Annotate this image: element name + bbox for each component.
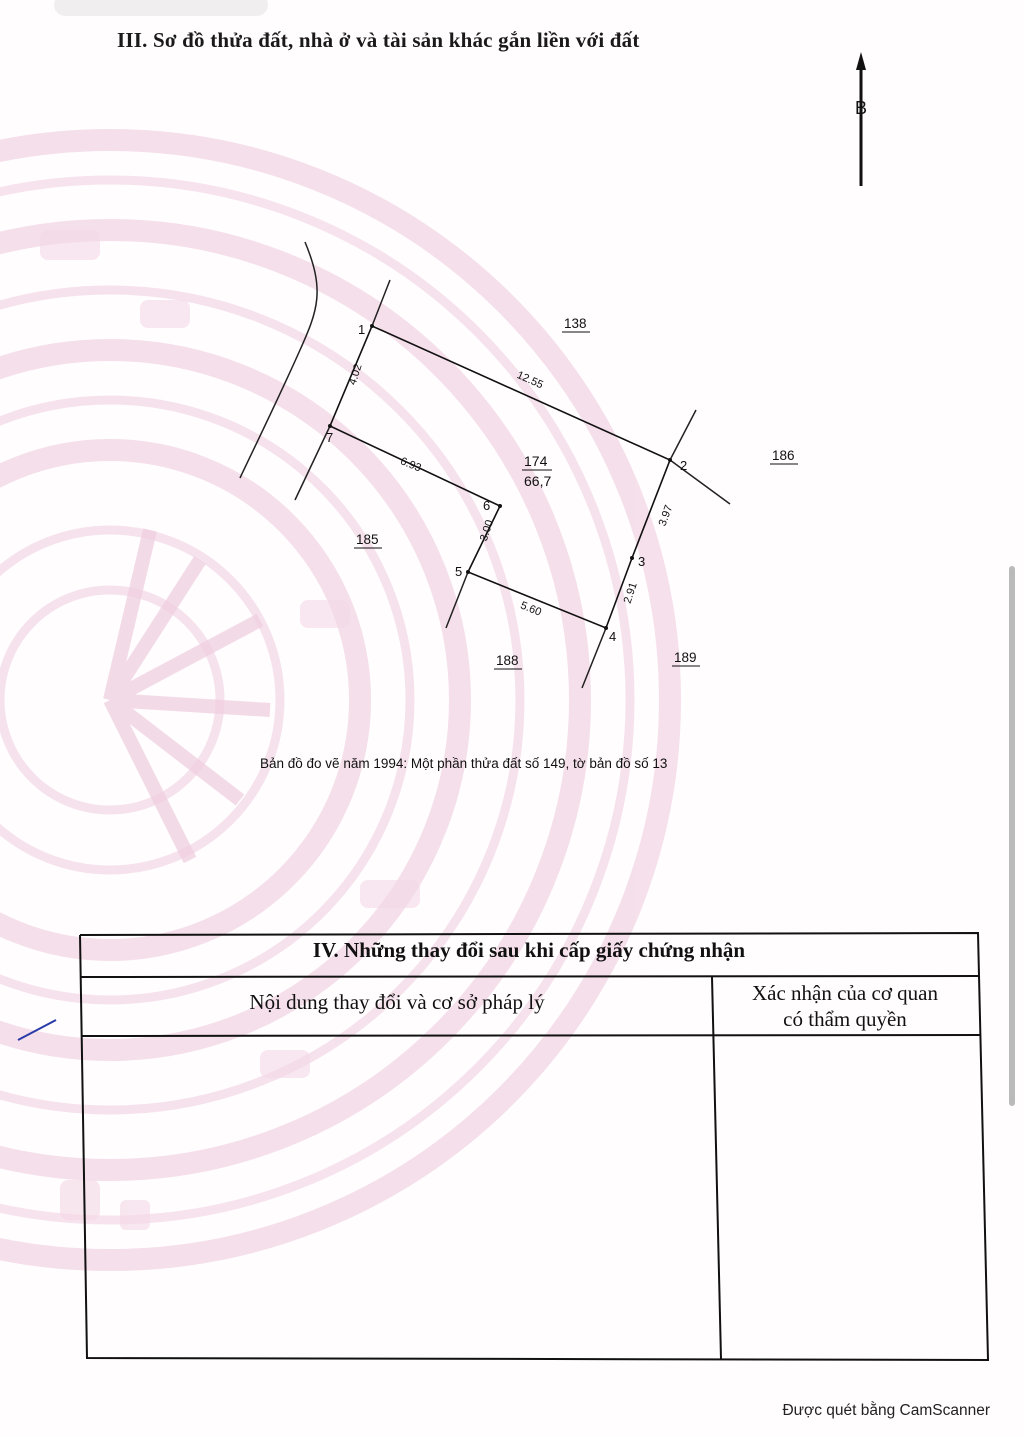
neighbor-138: 138: [564, 316, 587, 331]
neighbor-185: 185: [356, 532, 379, 547]
point-7-label: 7: [326, 430, 334, 445]
point-5-label: 5: [455, 564, 463, 579]
edge-7-1-length: 4.02: [346, 362, 365, 387]
camscanner-footer: Được quét bằng CamScanner: [782, 1402, 990, 1419]
neighbor-188: 188: [496, 653, 519, 668]
edge-6-7-length: 6.93: [398, 455, 423, 475]
section-3-title: III. Sơ đồ thửa đất, nhà ở và tài sản khác gắn liền với đất: [117, 28, 640, 52]
edge-2-3-length: 3.97: [656, 503, 676, 528]
edge-1-2-length: 12.55: [514, 369, 545, 392]
parcel-area: 66,7: [524, 473, 552, 489]
point-4-label: 4: [609, 629, 617, 644]
edge-5-6-length: 3.00: [477, 518, 496, 543]
confirmation-line-1: Xác nhận của cơ quan: [751, 981, 939, 1005]
point-2-label: 2: [680, 458, 688, 473]
point-3-label: 3: [638, 554, 646, 569]
edge-4-5-length: 5.60: [518, 599, 544, 619]
column-header-content: Nội dung thay đổi và cơ sở pháp lý: [249, 990, 545, 1014]
edge-3-4-length: 2.91: [621, 580, 640, 606]
point-1-label: 1: [358, 322, 366, 337]
map-caption: Bản đồ đo vẽ năm 1994: Một phần thửa đất số 149, tờ bản đồ số 13: [260, 756, 668, 771]
section-4-title: IV. Những thay đổi sau khi cấp giấy chứng nhận: [312, 938, 746, 962]
point-6-label: 6: [483, 498, 491, 513]
north-label: B: [855, 98, 868, 118]
neighbor-186: 186: [772, 448, 795, 463]
scrollbar-thumb[interactable]: [1009, 566, 1015, 1106]
confirmation-line-2: có thẩm quyền: [783, 1007, 907, 1031]
neighbor-189: 189: [674, 650, 697, 665]
parcel-number: 174: [524, 453, 548, 469]
column-header-confirmation: [714, 980, 976, 1032]
